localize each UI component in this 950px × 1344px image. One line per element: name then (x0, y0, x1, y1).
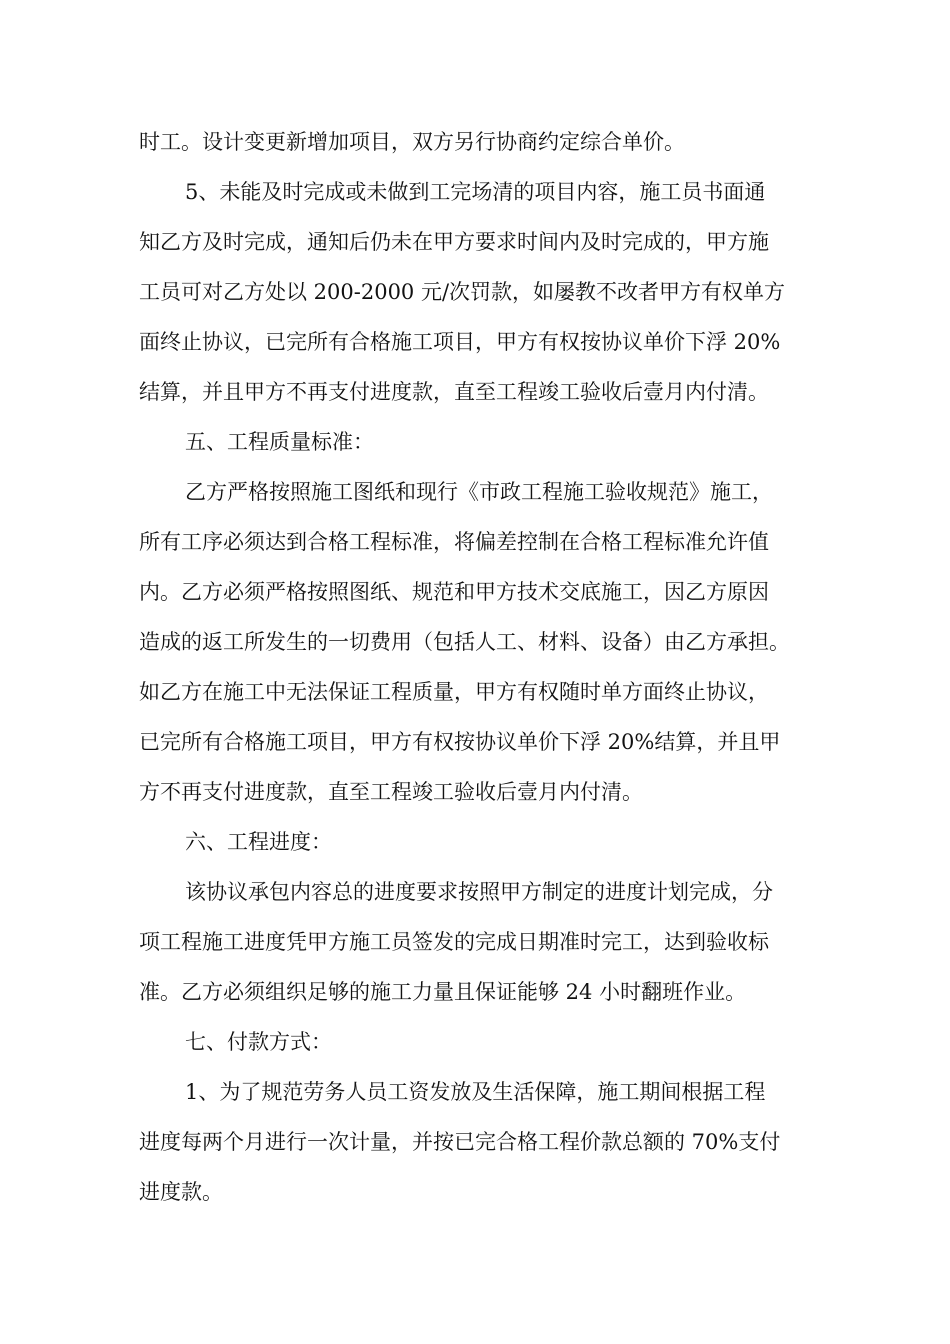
text-line: 准。乙方必须组织足够的施工力量且保证能够 24 小时翻班作业。 (139, 980, 747, 1004)
text-line: 结算，并且甲方不再支付进度款，直至工程竣工验收后壹月内付清。 (139, 380, 769, 404)
text-line: 5、未能及时完成或未做到工完场清的项目内容，施工员书面通 (185, 180, 766, 204)
text-line: 1、为了规范劳务人员工资发放及生活保障，施工期间根据工程 (185, 1080, 766, 1104)
text-line: 面终止协议，已完所有合格施工项目，甲方有权按协议单价下浮 20% (139, 330, 781, 354)
section-heading: 五、工程质量标准： (185, 430, 374, 454)
text-line: 项工程施工进度凭甲方施工员签发的完成日期准时完工，达到验收标 (139, 930, 769, 954)
text-line: 已完所有合格施工项目，甲方有权按协议单价下浮 20%结算，并且甲 (139, 730, 781, 754)
section-heading: 六、工程进度： (185, 830, 332, 854)
text-line: 乙方严格按照施工图纸和现行《市政工程施工验收规范》施工， (185, 480, 773, 504)
text-line: 所有工序必须达到合格工程标准，将偏差控制在合格工程标准允许值 (139, 530, 769, 554)
text-line: 内。乙方必须严格按照图纸、规范和甲方技术交底施工，因乙方原因 (139, 580, 769, 604)
section-heading: 七、付款方式： (185, 1030, 332, 1054)
text-line: 知乙方及时完成，通知后仍未在甲方要求时间内及时完成的，甲方施 (139, 230, 769, 254)
text-line: 造成的返工所发生的一切费用（包括人工、材料、设备）由乙方承担。 (139, 630, 790, 654)
text-line: 进度款。 (139, 1180, 223, 1204)
text-line: 工员可对乙方处以 200-2000 元/次罚款，如屡教不改者甲方有权单方 (139, 280, 786, 304)
text-line: 如乙方在施工中无法保证工程质量，甲方有权随时单方面终止协议， (139, 680, 769, 704)
text-line: 方不再支付进度款，直至工程竣工验收后壹月内付清。 (139, 780, 643, 804)
text-line: 该协议承包内容总的进度要求按照甲方制定的进度计划完成，分 (185, 880, 773, 904)
text-line: 进度每两个月进行一次计量，并按已完合格工程价款总额的 70%支付 (139, 1130, 781, 1154)
text-line: 时工。设计变更新增加项目，双方另行协商约定综合单价。 (139, 130, 685, 154)
